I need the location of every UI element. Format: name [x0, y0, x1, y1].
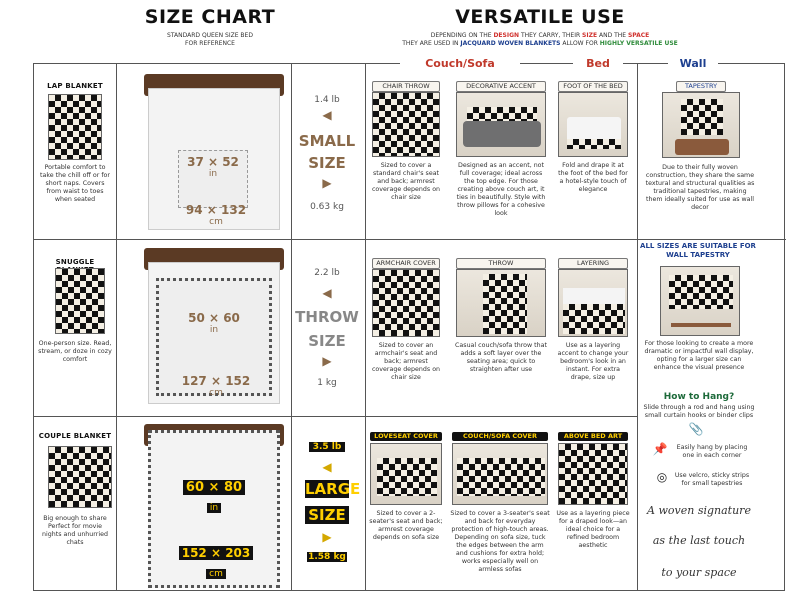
snuggle-blanket-photo	[55, 268, 105, 334]
couple-blanket-photo	[48, 446, 112, 508]
size-word-3b: SIZE	[305, 506, 349, 524]
wall-tapestry-photo	[660, 266, 740, 336]
blanket-size-in-3: 60 × 80	[183, 480, 245, 495]
size-word-2: THROW	[295, 308, 359, 326]
size-word-2b: SIZE	[308, 332, 346, 350]
larger-size-desc: For those looking to create a more dramatic or impactful wall display, opting for a larger size can enhance the visual presence	[644, 340, 754, 371]
row2-label: SNUGGLE	[55, 258, 95, 266]
bed-size-cm-1: 94 × 132 cm	[185, 203, 247, 227]
arrow-right-icon-1: ▶	[322, 176, 332, 190]
foot-of-bed-photo	[558, 92, 628, 157]
arrow-right-icon-2: ▶	[322, 354, 332, 368]
tapestry-desc: Due to their fully woven construction, they share the same textural and structural qualities as traditional tapestries, making them ideally suited for use as wall decor	[645, 164, 755, 211]
row1-label: LAP BLANKET	[47, 82, 103, 90]
chair-throw-desc: Sized to cover a standard chair's seat and back; armrest coverage depends on chair size	[371, 162, 441, 201]
tape-icon: ◎	[656, 470, 668, 484]
armchair-cover-photo	[372, 269, 440, 337]
size-chart-sub2: FOR REFERENCE	[185, 40, 235, 47]
signature-line-3: to your space	[661, 566, 737, 579]
signature-line-1: A woven signature	[647, 504, 751, 517]
tab-chair-throw: CHAIR THROW	[372, 81, 440, 92]
how-to-hang-2: Easily hang by placing one in each corner	[676, 444, 748, 459]
unit-in-1: in	[208, 169, 218, 179]
bed-size-cm-2: 127 × 152 cm	[181, 374, 251, 398]
tab-tapestry: TAPESTRY	[676, 81, 726, 92]
couch-sofa-cover-desc: Sized to cover a 3-seater's seat and back for everyday protection of high-touch areas. Depending on sofa size, tuck the edges between the arm and cushions for extra hold; works especially well on armless sofas	[450, 510, 550, 573]
row3-desc: Big enough to share Perfect for movie nights and unhurried chats	[42, 515, 108, 546]
all-sizes-note: ALL SIZES ARE SUITABLE FOR WALL TAPESTRY	[640, 242, 756, 259]
arrow-left-icon-1: ◀	[322, 108, 332, 122]
arrow-left-icon-3: ◀	[322, 460, 332, 474]
armchair-cover-desc: Sized to cover an armchair's seat and back; armrest coverage depends on chair size	[371, 342, 441, 381]
couch-sofa-cover-photo	[452, 443, 548, 505]
row3-label: COUPLE BLANKET	[38, 432, 112, 440]
blanket-size-in-2: 50 × 60	[188, 311, 240, 325]
size-word-1: SMALL	[298, 132, 356, 150]
clip-icon: 📎	[688, 422, 704, 436]
foot-of-bed-desc: Fold and drape it at the foot of the bed for a hotel-style touch of elegance	[558, 162, 628, 193]
versatile-sub1: DEPENDING ON THE DESIGN THEY CARRY, THEIR SIZE AND THE SPACE	[430, 32, 650, 39]
how-to-hang-3: Use velcro, sticky strips for small tapestries	[674, 472, 750, 487]
unit-in-3: in	[207, 503, 221, 513]
lap-blanket-photo	[48, 94, 102, 160]
tab-above-bed-art: ABOVE BED ART	[558, 432, 628, 441]
bed-size-cm-3: 152 × 203 cm	[178, 542, 254, 580]
tab-decorative-accent: DECORATIVE ACCENT	[456, 81, 546, 92]
layering-desc: Use as a layering accent to change your bedroom's look in an instant. For extra drape, size up	[557, 342, 629, 381]
weight-kg-1: 0.63 kg	[310, 202, 344, 212]
throw-desc: Casual couch/sofa throw that adds a soft layer over the seating area; quick to straighten after use	[455, 342, 547, 373]
row2-desc: One-person size. Read, stream, or doze in cozy comfort	[38, 340, 112, 363]
size-chart-title: SIZE CHART	[144, 6, 276, 28]
how-to-hang-title: How to Hang?	[663, 392, 735, 402]
tab-foot-of-bed: FOOT OF THE BED	[558, 81, 628, 92]
tab-armchair-cover: ARMCHAIR COVER	[372, 258, 440, 269]
weight-kg-2: 1 kg	[317, 378, 337, 388]
signature-line-2: as the last touch	[652, 534, 746, 547]
size-word-3: LARGE	[305, 480, 361, 498]
versatile-sub2: THEY ARE USED IN JACQUARD WOVEN BLANKETS ALLOW FOR HIGHLY VERSATILE USE	[402, 40, 678, 47]
loveseat-cover-photo	[370, 443, 442, 505]
decorative-accent-desc: Designed as an accent, not full coverage; ideal across the top edge. For those creating above couch art, it ties in beautifully. Style with throw pillows for a cohesive look	[456, 162, 546, 217]
category-couch: Couch/Sofa	[400, 57, 520, 70]
row1-desc: Portable comfort to take the chill off or for short naps. Covers from waist to toes when seated	[40, 164, 110, 203]
weight-lb-1: 1.4 lb	[314, 95, 340, 105]
size-word-1b: SIZE	[308, 154, 346, 172]
tab-layering: LAYERING	[558, 258, 628, 269]
pin-icon: 📌	[652, 442, 668, 456]
weight-kg-3: 1.58 kg	[308, 552, 346, 562]
unit-in-2: in	[209, 325, 219, 335]
chair-throw-photo	[372, 92, 440, 157]
tapestry-photo	[662, 92, 740, 158]
size-chart-sub1: STANDARD QUEEN SIZE BED	[167, 32, 253, 39]
tab-couch-sofa-cover: COUCH/SOFA COVER	[452, 432, 548, 441]
layering-photo	[558, 269, 628, 337]
tab-throw: THROW	[456, 258, 546, 269]
decorative-accent-photo	[456, 92, 546, 157]
category-wall: Wall	[668, 57, 718, 70]
loveseat-cover-desc: Sized to cover a 2-seater's seat and back; armrest coverage depends on sofa size	[369, 510, 443, 541]
how-to-hang-1: Slide through a rod and hang using small curtain hooks or binder clips	[643, 404, 755, 419]
above-bed-art-photo	[558, 443, 628, 505]
arrow-right-icon-3: ▶	[322, 530, 332, 544]
weight-lb-2: 2.2 lb	[314, 268, 340, 278]
versatile-title: VERSATILE USE	[455, 6, 625, 28]
category-bed: Bed	[573, 57, 623, 70]
tab-loveseat-cover: LOVESEAT COVER	[370, 432, 442, 441]
weight-lb-3: 3.5 lb	[309, 442, 345, 452]
arrow-left-icon-2: ◀	[322, 286, 332, 300]
blanket-size-in-1: 37 × 52	[187, 155, 239, 169]
throw-photo	[456, 269, 546, 337]
above-bed-art-desc: Use as a layering piece for a draped look—an ideal choice for a refined bedroom aesthetic	[556, 510, 630, 549]
